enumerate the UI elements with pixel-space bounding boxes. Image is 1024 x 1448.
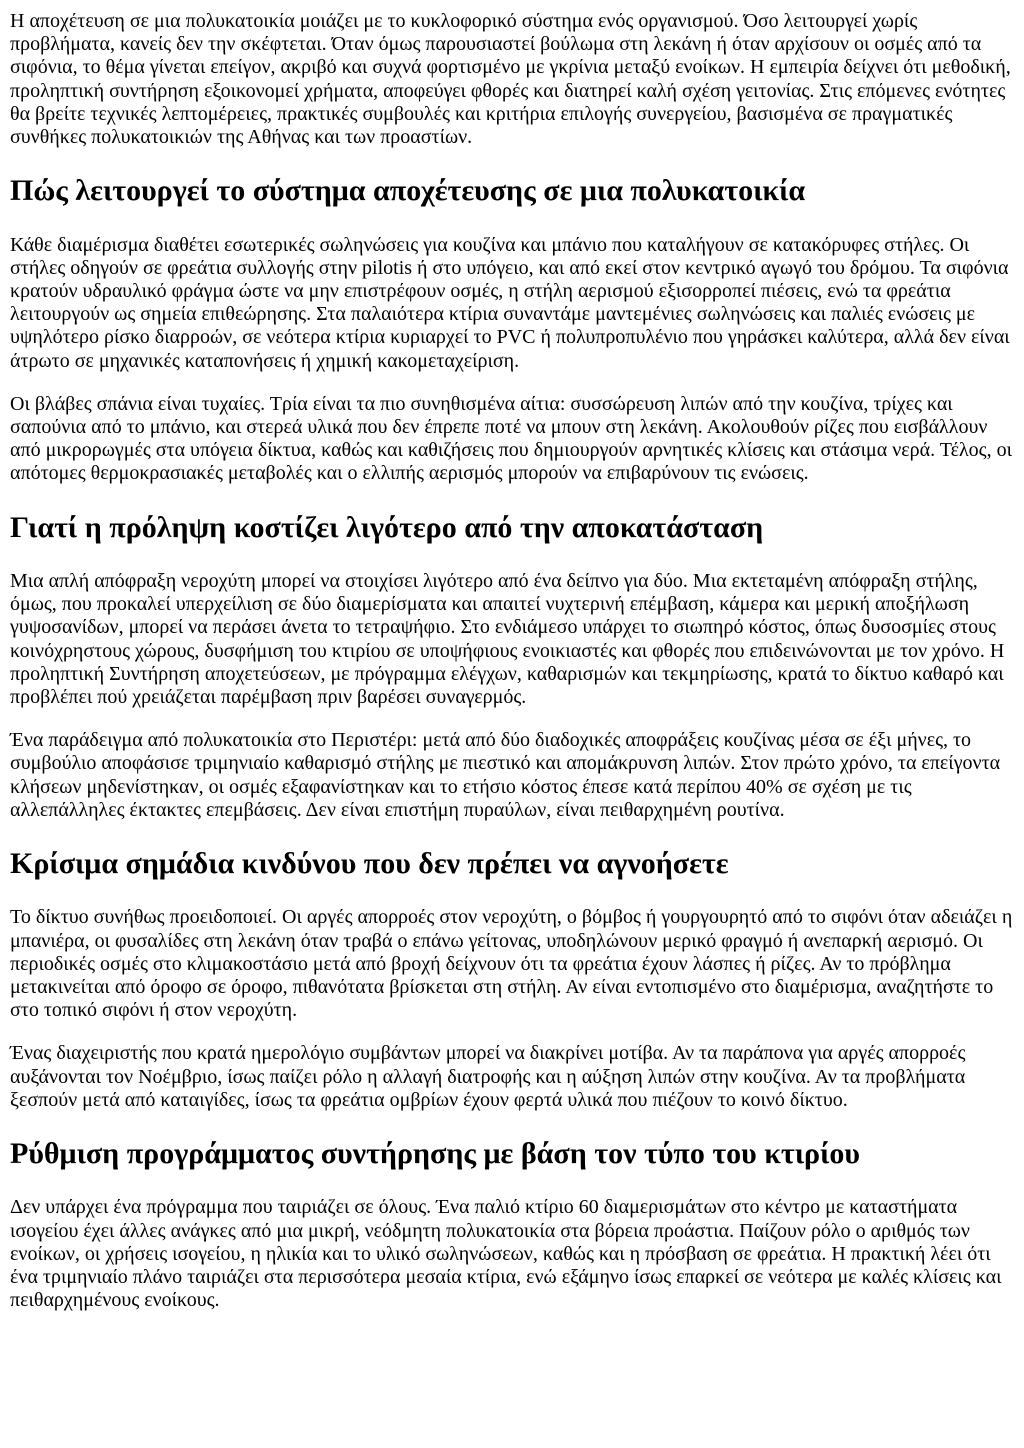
section-4-heading: Ρύθμιση προγράμματος συντήρησης με βάση τον τύπο του κτιρίου [10,1136,860,1170]
section-2-paragraph-1: Μια απλή απόφραξη νεροχύτη μπορεί να στοιχίσει λιγότερο από ένα δείπνο για δύο. Μια εκτεταμένη απόφραξη στήλης, όμως, που προκαλεί υπερχείλιση σε δύο διαμερίσματα και απαιτεί νυχτερινή επέμβαση, κάμερα και μερική αποξήλωση γυψοσανίδων, μπορεί να περάσει άνετα το τετραψήφιο. Στο ενδιάμεσο υπάρχει το σιωπηρό κόστος, όπως δυσοσμίες στους κοινόχρηστους χώρους, δυσφήμιση του κτιρίου σε υποψήφιους ενοικιαστές και φθορές που επιδεινώνονται με τον χρόνο. Η προληπτική Συντήρηση αποχετεύσεων, με πρόγραμμα ελέγχων, καθαρισμών και τεκμηρίωσης, κρατά το δίκτυο καθαρό και προβλέπει πού χρειάζεται παρέμβαση πριν βαρέσει συναγερμός. [10,570,1005,708]
section-1-paragraph-1: Κάθε διαμέρισμα διαθέτει εσωτερικές σωληνώσεις για κουζίνα και μπάνιο που καταλήγουν σε κατακόρυφες στήλες. Οι στήλες οδηγούν σε φρεάτια συλλογής στην pilotis ή στο υπόγειο, και από εκεί στον κεντρικό αγωγό του δρόμου. Τα σιφόνια κρατούν υδραυλικό φράγμα ώστε να μην επιστρέφουν οσμές, η στήλη αερισμού εξισορροπεί πιέσεις, ενώ τα φρεάτια λειτουργούν ως σημεία επιθεώρησης. Στα παλαιότερα κτίρια συναντάμε μαντεμένιες σωληνώσεις και παλιές ενώσεις με υψηλότερο ρίσκο διαρροών, σε νεότερα κτίρια κυριαρχεί το PVC ή πολυπροπυλένιο που γηράσκει καλύτερα, αλλά δεν είναι άτρωτο σε μηχανικές καταπονήσεις ή χημική κακομεταχείριση. [10,233,1010,372]
section-3-paragraph-1: Το δίκτυο συνήθως προειδοποιεί. Οι αργές απορροές στον νεροχύτη, ο βόμβος ή γουργουρητό από το σιφόνι όταν αδειάζει η μπανιέρα, οι φυσαλίδες στη λεκάνη όταν τραβά ο επάνω γείτονας, υποδηλώνουν μερικό φραγμό ή ανεπαρκή αερισμό. Οι περιοδικές οσμές στο κλιμακοστάσιο μετά από βροχή δείχνουν ότι τα φρεάτια έχουν λάσπες ή ρίζες. Αν το πρόβλημα μετακινείται από όροφο σε όροφο, πιθανότατα βρίσκεται στη στήλη. Αν είναι εντοπισμένο στο διαμέρισμα, αναζητήστε το στο τοπικό σιφόνι ή στον νεροχύτη. [10,906,1013,1022]
section-4-paragraph-1: Δεν υπάρχει ένα πρόγραμμα που ταιριάζει σε όλους. Ένα παλιό κτίριο 60 διαμερισμάτων στο κέντρο με καταστήματα ισογείου έχει άλλες ανάγκες από μια μικρή, νεόδμητη πολυκατοικία στα βόρεια προάστια. Παίζουν ρόλο ο αριθμός των ενοίκων, οι χρήσεις ισογείου, η ηλικία και το υλικό σωληνώσεων, καθώς και η πρόσβαση σε φρεάτια. Η πρακτική λέει ότι ένα τριμηνιαίο πλάνο ταιριάζει στα περισσότερα μεσαία κτίρια, ενώ εξάμηνο ίσως επαρκεί σε νεότερα με καλές κλίσεις και πειθαρχημένους ενοίκους. [10,1196,1002,1312]
article [10,10,1014,1312]
section-1-paragraph-2: Οι βλάβες σπάνια είναι τυχαίες. Τρία είναι τα πιο συνηθισμένα αίτια: συσσώρευση λιπών από την κουζίνα, τρίχες και σαπούνια από το μπάνιο, και στερεά υλικά που δεν έπρεπε ποτέ να μπουν στη λεκάνη. Ακολουθούν ρίζες που εισβάλλουν από μικρορωγμές στα υπόγεια δίκτυα, καθώς και καθιζήσεις που δημιουργούν αρνητικές κλίσεις και στάσιμα νερά. Τέλος, οι απότομες θερμοκρασιακές μεταβολές και ο ελλιπής αερισμός μπορούν να επιβαρύνουν τις ενώσεις. [10,392,1012,485]
intro-paragraph: Η αποχέτευση σε μια πολυκατοικία μοιάζει με το κυκλοφορικό σύστημα ενός οργανισμού. Όσο λειτουργεί χωρίς προβλήματα, κανείς δεν την σκέφτεται. Όταν όμως παρουσιαστεί βούλωμα στη λεκάνη ή όταν αρχίσουν οι οσμές από τα σιφόνια, το θέμα γίνεται επείγον, ακριβό και συχνά φορτισμένο με γκρίνια μεταξύ ενοίκων. Η εμπειρία δείχνει ότι μεθοδική, προληπτική συντήρηση εξοικονομεί χρήματα, αποφεύγει φθορές και διατηρεί καλή σχέση γειτονίας. Στις επόμενες ενότητες θα βρείτε τεχνικές λεπτομέρειες, πρακτικές συμβουλές και κριτήρια επιλογής συνεργείου, βασισμένα σε πραγματικές συνθήκες πολυκατοικιών της Αθήνας και των προαστίων. [10,10,1011,148]
section-3-heading: Κρίσιμα σημάδια κινδύνου που δεν πρέπει να αγνοήσετε [10,846,729,880]
section-2-paragraph-2: Ένα παράδειγμα από πολυκατοικία στο Περιστέρι: μετά από δύο διαδοχικές αποφράξεις κουζίνας μέσα σε έξι μήνες, το συμβούλιο αποφάσισε τριμηνιαίο καθαρισμό στήλης με πιεστικό και απομάκρυνση λιπών. Στον πρώτο χρόνο, τα επείγοντα κλήσεων μηδενίστηκαν, οι οσμές εξαφανίστηκαν και το ετήσιο κόστος έπεσε κατά περίπου 40% σε σχέση με τις αλλεπάλληλες έκτακτες επεμβάσεις. Δεν είναι επιστήμη πυραύλων, είναι πειθαρχημένη ρουτίνα. [10,729,1001,821]
section-2-heading: Γιατί η πρόληψη κοστίζει λιγότερο από την αποκατάσταση [10,510,764,544]
section-3-paragraph-2: Ένας διαχειριστής που κρατά ημερολόγιο συμβάντων μπορεί να διακρίνει μοτίβα. Αν τα παράπονα για αργές απορροές αυξάνονται τον Νοέμβριο, ίσως παίζει ρόλο η αλλαγή διατροφής και η αύξηση λιπών στην κουζίνα. Αν τα προβλήματα ξεσπούν μετά από καταιγίδες, ίσως τα φρεάτια ομβρίων έχουν φερτά υλικά που πιέζουν το κοινό δίκτυο. [10,1042,966,1111]
section-1-heading: Πώς λειτουργεί το σύστημα αποχέτευσης σε μια πολυκατοικία [10,174,806,208]
